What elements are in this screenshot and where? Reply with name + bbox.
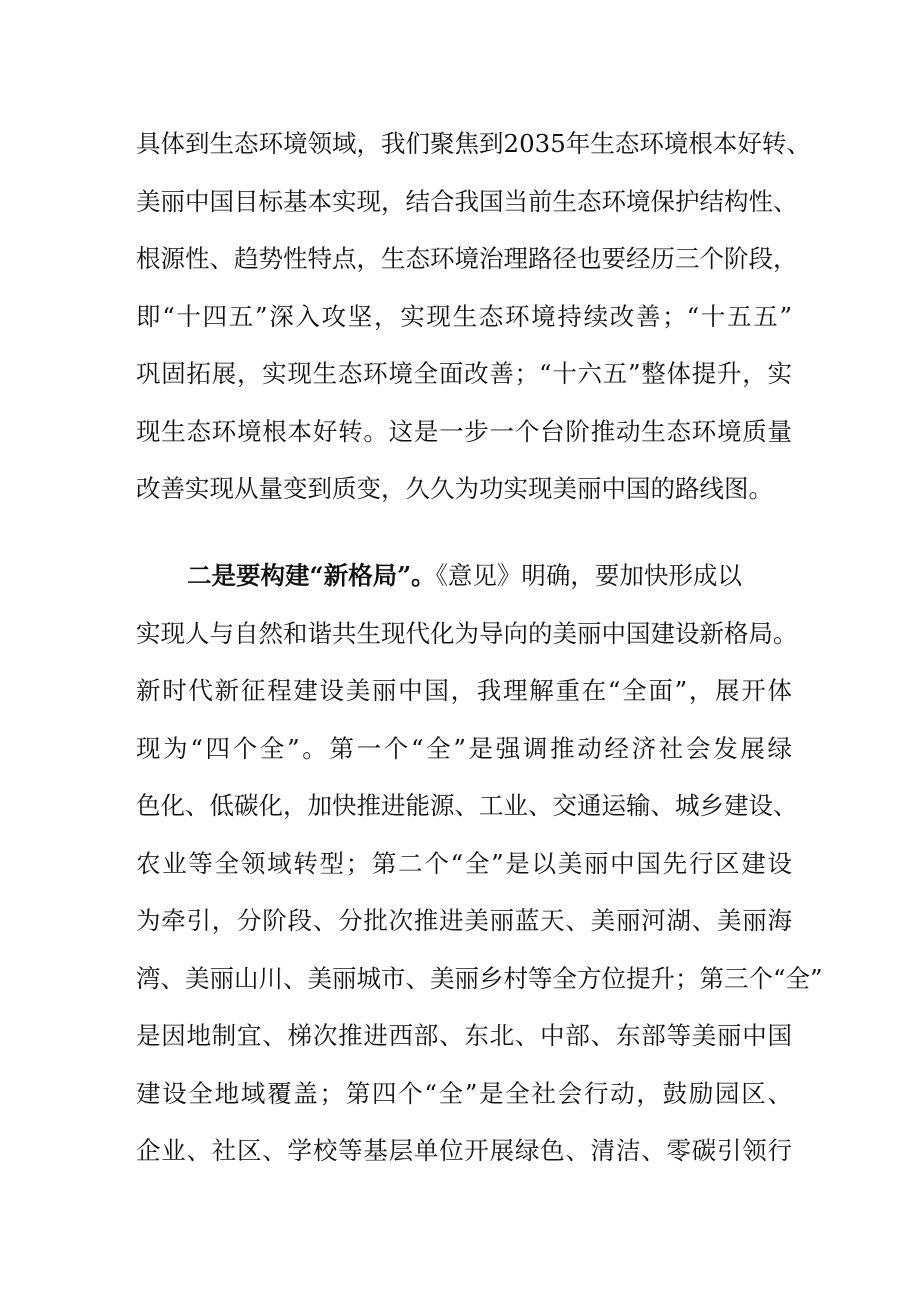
text-line: 为牵引，分阶段、分批次推进美丽蓝天、美丽河湖、美丽海 xyxy=(136,906,792,935)
text-line xyxy=(136,547,792,605)
text-line: 建设全地域覆盖；第四个“全”是全社会行动，鼓励园区、 xyxy=(136,1078,792,1108)
text-line: 现生态环境根本好转。这是一步一个台阶推动生态环境质量 xyxy=(136,416,792,446)
text-line: 改善实现从量变到质变，久久为功实现美丽中国的路线图。 xyxy=(136,474,773,503)
text-line: 农业等全领域转型；第二个“全”是以美丽中国先行区建设 xyxy=(136,848,792,878)
text-run: 《意见》明确，要加快形成以 xyxy=(435,561,742,590)
paragraph-new-pattern xyxy=(136,547,823,1180)
text-line: 具体到生态环境领域，我们聚焦到2035年生态环境根本好转、 xyxy=(136,129,811,158)
text-line: 湾、美丽山川、美丽城市、美丽乡村等全方位提升；第三个“全” xyxy=(136,963,823,993)
text-line: 企业、社区、学校等基层单位开展绿色、清洁、零碳引领行 xyxy=(136,1136,792,1165)
text-line: 新时代新征程建设美丽中国，我理解重在“全面”，展开体 xyxy=(136,676,792,705)
text-line: 即“十四五”深入攻坚，实现生态环境持续改善；“十五五” xyxy=(136,301,792,331)
text-line: 美丽中国目标基本实现，结合我国当前生态环境保护结构性、 xyxy=(136,186,798,216)
text-line: 现为“四个全”。第一个“全”是强调推动经济社会发展绿 xyxy=(136,733,792,763)
paragraph-ecology-stages xyxy=(136,115,811,518)
text-line: 实现人与自然和谐共生现代化为导向的美丽中国建设新格局。 xyxy=(136,618,798,648)
text-line: 巩固拓展，实现生态环境全面改善；“十六五”整体提升，实 xyxy=(136,359,792,388)
text-line: 是因地制宜、梯次推进西部、东北、中部、东部等美丽中国 xyxy=(136,1021,792,1050)
text-line: 色化、低碳化，加快推进能源、工业、交通运输、城乡建设、 xyxy=(136,791,798,820)
paragraph-heading: 二是要构建“新格局”。 xyxy=(187,561,436,590)
text-line: 根源性、趋势性特点，生态环境治理路径也要经历三个阶段， xyxy=(136,244,798,273)
